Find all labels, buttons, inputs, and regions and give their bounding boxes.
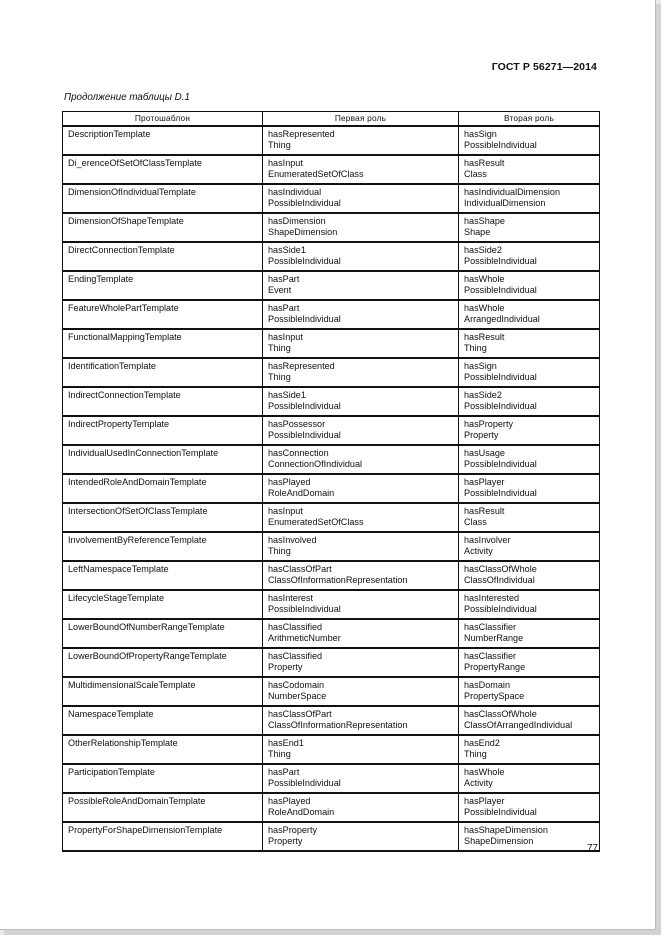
first-type-text: Event bbox=[268, 285, 292, 295]
second-type-text: PropertySpace bbox=[464, 691, 525, 701]
first-role-text: hasPart bbox=[268, 767, 300, 777]
second-type-text: PossibleIndividual bbox=[464, 807, 537, 817]
second-type-text: PossibleIndividual bbox=[464, 459, 537, 469]
second-type-text: PossibleIndividual bbox=[464, 140, 537, 150]
second-type-text: Activity bbox=[464, 778, 493, 788]
first-type-text: ShapeDimension bbox=[268, 227, 338, 237]
second-role-cell bbox=[459, 822, 600, 851]
first-role-cell bbox=[263, 155, 459, 184]
second-role-text: hasPlayer bbox=[464, 796, 505, 806]
first-type-text: PossibleIndividual bbox=[268, 778, 341, 788]
template-text: FunctionalMappingTemplate bbox=[68, 332, 182, 342]
second-role-cell bbox=[459, 532, 600, 561]
page-number: 77 bbox=[587, 843, 598, 854]
template-text: Di_erenceOfSetOfClassTemplate bbox=[68, 158, 202, 168]
table-row bbox=[63, 387, 600, 416]
template-cell bbox=[63, 503, 263, 532]
first-role-cell bbox=[263, 387, 459, 416]
second-role-cell bbox=[459, 561, 600, 590]
template-cell bbox=[63, 213, 263, 242]
template-cell bbox=[63, 561, 263, 590]
second-role-cell bbox=[459, 445, 600, 474]
table-row bbox=[63, 271, 600, 300]
first-type-text: EnumeratedSetOfClass bbox=[268, 517, 364, 527]
second-role-cell bbox=[459, 416, 600, 445]
first-type-text: Property bbox=[268, 836, 303, 846]
second-role-cell bbox=[459, 213, 600, 242]
template-text: IndirectConnectionTemplate bbox=[68, 390, 181, 400]
second-role-text: hasInvolver bbox=[464, 535, 511, 545]
page-shadow-bottom bbox=[4, 930, 661, 935]
second-type-text: PossibleIndividual bbox=[464, 401, 537, 411]
first-role-cell bbox=[263, 561, 459, 590]
second-type-text: PossibleIndividual bbox=[464, 256, 537, 266]
first-type-text: Thing bbox=[268, 372, 291, 382]
template-cell bbox=[63, 706, 263, 735]
second-role-cell bbox=[459, 619, 600, 648]
first-type-text: RoleAndDomain bbox=[268, 807, 335, 817]
first-role-text: hasRepresented bbox=[268, 361, 335, 371]
table-row bbox=[63, 474, 600, 503]
second-role-text: hasClassOfWhole bbox=[464, 564, 537, 574]
table-row bbox=[63, 793, 600, 822]
first-role-cell bbox=[263, 793, 459, 822]
template-cell bbox=[63, 793, 263, 822]
template-cell bbox=[63, 329, 263, 358]
second-role-cell bbox=[459, 764, 600, 793]
table-caption: Продолжение таблицы D.1 bbox=[64, 92, 190, 103]
first-type-text: ClassOfInformationRepresentation bbox=[268, 720, 408, 730]
first-role-cell bbox=[263, 764, 459, 793]
second-role-cell bbox=[459, 735, 600, 764]
second-role-text: hasClassOfWhole bbox=[464, 709, 537, 719]
second-type-text: ClassOfArrangedIndividual bbox=[464, 720, 573, 730]
first-type-text: ConnectionOfIndividual bbox=[268, 459, 363, 469]
table-row bbox=[63, 242, 600, 271]
first-role-text: hasPart bbox=[268, 274, 300, 284]
second-role-cell bbox=[459, 677, 600, 706]
second-role-cell bbox=[459, 474, 600, 503]
first-role-text: hasPlayed bbox=[268, 796, 311, 806]
first-type-text: PossibleIndividual bbox=[268, 198, 341, 208]
second-role-text: hasSign bbox=[464, 129, 497, 139]
second-role-cell bbox=[459, 706, 600, 735]
template-text: LifecycleStageTemplate bbox=[68, 593, 165, 603]
second-type-text: ClassOfIndividual bbox=[464, 575, 535, 585]
second-role-text: hasSide2 bbox=[464, 245, 502, 255]
second-type-text: Class bbox=[464, 169, 487, 179]
first-type-text: Thing bbox=[268, 749, 291, 759]
second-type-text: PropertyRange bbox=[464, 662, 526, 672]
table-row bbox=[63, 735, 600, 764]
templates-table bbox=[62, 111, 600, 852]
first-role-text: hasSide1 bbox=[268, 245, 306, 255]
template-text: LeftNamespaceTemplate bbox=[68, 564, 169, 574]
second-type-text: NumberRange bbox=[464, 633, 524, 643]
template-text: ParticipationTemplate bbox=[68, 767, 155, 777]
second-type-text: ShapeDimension bbox=[464, 836, 534, 846]
template-text: IdentificationTemplate bbox=[68, 361, 156, 371]
second-type-text: PossibleIndividual bbox=[464, 372, 537, 382]
second-role-cell bbox=[459, 358, 600, 387]
second-type-text: PossibleIndividual bbox=[464, 604, 537, 614]
first-type-text: PossibleIndividual bbox=[268, 314, 341, 324]
template-cell bbox=[63, 764, 263, 793]
first-role-cell bbox=[263, 242, 459, 271]
template-text: FeatureWholePartTemplate bbox=[68, 303, 179, 313]
first-type-text: PossibleIndividual bbox=[268, 604, 341, 614]
second-type-text: Shape bbox=[464, 227, 491, 237]
second-type-text: PossibleIndividual bbox=[464, 285, 537, 295]
second-role-text: hasResult bbox=[464, 332, 505, 342]
second-role-text: hasEnd2 bbox=[464, 738, 500, 748]
table-row bbox=[63, 648, 600, 677]
second-role-text: hasClassifier bbox=[464, 651, 517, 661]
template-cell bbox=[63, 474, 263, 503]
first-role-cell bbox=[263, 358, 459, 387]
template-cell bbox=[63, 300, 263, 329]
second-role-cell bbox=[459, 648, 600, 677]
first-type-text: ClassOfInformationRepresentation bbox=[268, 575, 408, 585]
table-row bbox=[63, 561, 600, 590]
first-role-text: hasPossessor bbox=[268, 419, 326, 429]
first-type-text: EnumeratedSetOfClass bbox=[268, 169, 364, 179]
second-role-text: hasWhole bbox=[464, 303, 505, 313]
first-type-text: Thing bbox=[268, 546, 291, 556]
second-type-text: Thing bbox=[464, 343, 487, 353]
first-role-cell bbox=[263, 590, 459, 619]
first-role-text: hasInput bbox=[268, 332, 303, 342]
second-role-text: hasProperty bbox=[464, 419, 514, 429]
first-role-cell bbox=[263, 532, 459, 561]
first-type-text: ArithmeticNumber bbox=[268, 633, 341, 643]
table-row bbox=[63, 590, 600, 619]
template-cell bbox=[63, 416, 263, 445]
first-role-text: hasInvolved bbox=[268, 535, 317, 545]
first-role-cell bbox=[263, 126, 459, 155]
first-role-text: hasPart bbox=[268, 303, 300, 313]
first-role-text: hasSide1 bbox=[268, 390, 306, 400]
table-row bbox=[63, 445, 600, 474]
table-row bbox=[63, 126, 600, 155]
first-role-cell bbox=[263, 184, 459, 213]
column-header-prototemplate: Протошаблон bbox=[63, 112, 263, 127]
first-type-text: PossibleIndividual bbox=[268, 430, 341, 440]
first-role-cell bbox=[263, 300, 459, 329]
first-type-text: PossibleIndividual bbox=[268, 401, 341, 411]
table-row bbox=[63, 358, 600, 387]
template-text: PropertyForShapeDimensionTemplate bbox=[68, 825, 223, 835]
second-role-text: hasResult bbox=[464, 506, 505, 516]
table-row bbox=[63, 213, 600, 242]
second-role-cell bbox=[459, 387, 600, 416]
first-role-text: hasPlayed bbox=[268, 477, 311, 487]
first-role-text: hasConnection bbox=[268, 448, 329, 458]
table-row bbox=[63, 764, 600, 793]
first-role-text: hasProperty bbox=[268, 825, 318, 835]
template-text: IntersectionOfSetOfClassTemplate bbox=[68, 506, 208, 516]
template-text: EndingTemplate bbox=[68, 274, 134, 284]
first-type-text: PossibleIndividual bbox=[268, 256, 341, 266]
first-role-text: hasClassOfPart bbox=[268, 564, 332, 574]
second-role-cell bbox=[459, 503, 600, 532]
template-text: IndividualUsedInConnectionTemplate bbox=[68, 448, 219, 458]
second-type-text: ArrangedIndividual bbox=[464, 314, 540, 324]
first-role-text: hasInput bbox=[268, 158, 303, 168]
template-cell bbox=[63, 735, 263, 764]
first-role-text: hasDimension bbox=[268, 216, 326, 226]
template-cell bbox=[63, 126, 263, 155]
second-type-text: IndividualDimension bbox=[464, 198, 546, 208]
first-role-cell bbox=[263, 213, 459, 242]
template-cell bbox=[63, 590, 263, 619]
table-row bbox=[63, 532, 600, 561]
first-role-text: hasIndividual bbox=[268, 187, 322, 197]
template-cell bbox=[63, 242, 263, 271]
first-role-cell bbox=[263, 648, 459, 677]
second-role-text: hasUsage bbox=[464, 448, 505, 458]
first-role-cell bbox=[263, 271, 459, 300]
first-role-cell bbox=[263, 474, 459, 503]
template-cell bbox=[63, 677, 263, 706]
first-role-text: hasClassified bbox=[268, 622, 323, 632]
second-role-text: hasDomain bbox=[464, 680, 510, 690]
template-cell bbox=[63, 184, 263, 213]
column-header-second-role: Вторая роль bbox=[459, 112, 600, 127]
first-role-text: hasInput bbox=[268, 506, 303, 516]
table-row bbox=[63, 155, 600, 184]
template-text: LowerBoundOfNumberRangeTemplate bbox=[68, 622, 225, 632]
second-type-text: Property bbox=[464, 430, 499, 440]
second-role-cell bbox=[459, 271, 600, 300]
template-cell bbox=[63, 387, 263, 416]
template-cell bbox=[63, 445, 263, 474]
first-role-cell bbox=[263, 503, 459, 532]
second-role-text: hasSign bbox=[464, 361, 497, 371]
first-role-text: hasInterest bbox=[268, 593, 313, 603]
first-role-cell bbox=[263, 735, 459, 764]
table-row bbox=[63, 329, 600, 358]
template-text: DimensionOfShapeTemplate bbox=[68, 216, 184, 226]
first-role-cell bbox=[263, 822, 459, 851]
template-text: MultidimensionalScaleTemplate bbox=[68, 680, 196, 690]
template-text: DirectConnectionTemplate bbox=[68, 245, 175, 255]
second-role-cell bbox=[459, 793, 600, 822]
template-cell bbox=[63, 822, 263, 851]
first-role-text: hasEnd1 bbox=[268, 738, 304, 748]
first-type-text: Thing bbox=[268, 343, 291, 353]
second-role-text: hasWhole bbox=[464, 767, 505, 777]
first-type-text: NumberSpace bbox=[268, 691, 327, 701]
second-type-text: PossibleIndividual bbox=[464, 488, 537, 498]
template-text: LowerBoundOfPropertyRangeTemplate bbox=[68, 651, 227, 661]
column-header-first-role: Первая роль bbox=[263, 112, 459, 127]
template-text: DescriptionTemplate bbox=[68, 129, 151, 139]
first-role-cell bbox=[263, 445, 459, 474]
table-row bbox=[63, 503, 600, 532]
document-code: ГОСТ Р 56271—2014 bbox=[491, 61, 597, 73]
table-row bbox=[63, 677, 600, 706]
template-text: OtherRelationshipTemplate bbox=[68, 738, 178, 748]
second-role-text: hasResult bbox=[464, 158, 505, 168]
first-role-text: hasRepresented bbox=[268, 129, 335, 139]
table-row bbox=[63, 619, 600, 648]
second-role-text: hasClassifier bbox=[464, 622, 517, 632]
template-text: NamespaceTemplate bbox=[68, 709, 154, 719]
second-role-text: hasShape bbox=[464, 216, 505, 226]
second-role-cell bbox=[459, 329, 600, 358]
table-row bbox=[63, 822, 600, 851]
page-shadow-right bbox=[656, 4, 661, 935]
second-role-cell bbox=[459, 242, 600, 271]
template-text: IndirectPropertyTemplate bbox=[68, 419, 170, 429]
table-body bbox=[63, 126, 600, 851]
first-type-text: Property bbox=[268, 662, 303, 672]
table-row bbox=[63, 300, 600, 329]
second-role-cell bbox=[459, 155, 600, 184]
table-header-row bbox=[63, 112, 600, 127]
template-cell bbox=[63, 358, 263, 387]
template-text: InvolvementByReferenceTemplate bbox=[68, 535, 207, 545]
template-text: PossibleRoleAndDomainTemplate bbox=[68, 796, 206, 806]
template-text: IntendedRoleAndDomainTemplate bbox=[68, 477, 207, 487]
first-role-cell bbox=[263, 329, 459, 358]
first-type-text: RoleAndDomain bbox=[268, 488, 335, 498]
table-row bbox=[63, 184, 600, 213]
template-text: DimensionOfIndividualTemplate bbox=[68, 187, 196, 197]
first-role-cell bbox=[263, 706, 459, 735]
template-cell bbox=[63, 648, 263, 677]
second-role-text: hasShapeDimension bbox=[464, 825, 548, 835]
second-role-text: hasSide2 bbox=[464, 390, 502, 400]
second-role-cell bbox=[459, 300, 600, 329]
first-role-cell bbox=[263, 619, 459, 648]
second-type-text: Class bbox=[464, 517, 487, 527]
table-row bbox=[63, 416, 600, 445]
first-role-cell bbox=[263, 416, 459, 445]
template-cell bbox=[63, 271, 263, 300]
second-role-cell bbox=[459, 126, 600, 155]
second-role-text: hasInterested bbox=[464, 593, 520, 603]
first-role-text: hasClassOfPart bbox=[268, 709, 332, 719]
second-role-text: hasPlayer bbox=[464, 477, 505, 487]
template-cell bbox=[63, 155, 263, 184]
table-row bbox=[63, 706, 600, 735]
template-cell bbox=[63, 532, 263, 561]
second-role-cell bbox=[459, 184, 600, 213]
first-role-text: hasClassified bbox=[268, 651, 323, 661]
first-role-text: hasCodomain bbox=[268, 680, 325, 690]
second-role-cell bbox=[459, 590, 600, 619]
second-type-text: Activity bbox=[464, 546, 493, 556]
second-type-text: Thing bbox=[464, 749, 487, 759]
first-role-cell bbox=[263, 677, 459, 706]
template-cell bbox=[63, 619, 263, 648]
second-role-text: hasWhole bbox=[464, 274, 505, 284]
first-type-text: Thing bbox=[268, 140, 291, 150]
second-role-text: hasIndividualDimension bbox=[464, 187, 561, 197]
